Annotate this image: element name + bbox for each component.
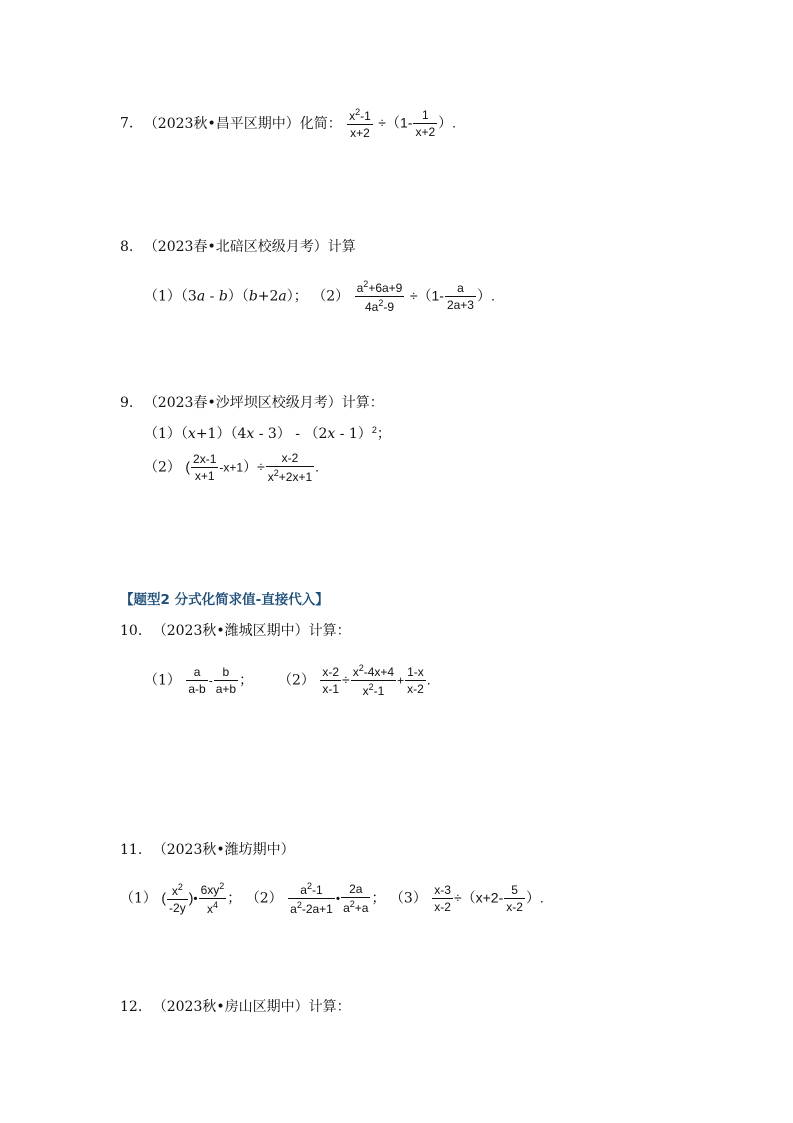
question-source: （2023春•北碚区校级月考）计算 <box>143 239 356 255</box>
fraction: $\frac{x^2-4x+4}{x^2-1}$ <box>352 663 395 698</box>
part-label: （2） <box>144 459 181 476</box>
fraction: $\frac{6xy^2}{x^4}$ <box>200 881 225 916</box>
fraction: $\frac{x-3}{x-2}$ <box>434 883 451 914</box>
part-label: （1） <box>144 426 181 442</box>
part-label: （2） <box>312 288 350 305</box>
question-10 <box>120 624 351 638</box>
question-9 <box>120 396 384 410</box>
question-number: 11. <box>120 842 143 858</box>
fraction: $\frac{a^2-1}{a^2-2a+1}$ <box>290 881 333 916</box>
question-11 <box>120 843 295 857</box>
part-label: （3） <box>389 890 427 907</box>
question-source: （2023秋•房山区期中）计算： <box>152 999 351 1015</box>
question-source: （2023秋•潍城区期中）计算： <box>152 623 351 639</box>
question-number: 9. <box>120 395 134 411</box>
question-11-parts: （1） ( $\frac{x^2}{-2y}$ )• $\frac{6xy^2}{x^4}$ ； （2） $\frac{a^2-1}{a^2-2a+1}$ • $\frac{2a}{a^2+a}$ ； （3） $\frac{x-3}{x-2}$ ÷（x+2- $\frac{5}{x-2}$ ）. <box>120 881 544 916</box>
question-number: 10. <box>120 623 143 639</box>
fraction: $\frac{1-x}{x-2}$ <box>407 665 424 696</box>
question-10-parts: （1） $\frac{a}{a-b}$ - $\frac{b}{a+b}$ ； （2） $\frac{x-2}{x-1}$ ÷ $\frac{x^2-4x+4}{x^2-1}$ + $\frac{1-x}{x-2}$ . <box>144 663 431 698</box>
question-number: 12. <box>120 999 143 1015</box>
fraction: $\frac{x-2}{x^2+2x+1}$ <box>267 451 313 484</box>
fraction: $\frac{a^2+6a+9}{4a^2-9}$ <box>356 279 403 314</box>
question-12 <box>120 1000 351 1014</box>
fraction: $\frac{x^2-1}{x+2}$ <box>349 107 371 140</box>
fraction: $\frac{x-2}{x-1}$ <box>322 665 340 696</box>
section-heading: 【题型2 分式化简求值-直接代入】 <box>120 592 329 608</box>
question-source: （2023春•沙坪坝区校级月考）计算： <box>143 395 384 411</box>
question-9-part-1: （1）（x+1）（4x - 3） - （2x - 1）$^2$； <box>144 425 391 442</box>
question-7: 7. （2023秋•昌平区期中）化简： $\frac{x^2-1}{x+2}$ ÷（1- $\frac{1}{x+2}$ ）. <box>120 107 457 140</box>
part-label: （1） <box>144 672 181 689</box>
question-number: 7. <box>120 115 134 132</box>
part-label: （1） <box>120 890 157 907</box>
part-label: （2） <box>277 672 315 689</box>
fraction: $\frac{a}{2a+3}$ <box>446 281 474 312</box>
fraction: $\frac{b}{a+b}$ <box>215 665 237 696</box>
fraction: $\frac{5}{x-2}$ <box>506 883 523 914</box>
fraction: $\frac{x^2}{-2y}$ <box>169 882 186 915</box>
question-number: 8. <box>120 239 134 255</box>
question-9-part-2: （2） ( $\frac{2x-1}{x+1}$ -x+1）÷ $\frac{x-2}{x^2+2x+1}$ . <box>144 451 320 484</box>
fraction: $\frac{2a}{a^2+a}$ <box>343 882 369 915</box>
question-8 <box>120 240 356 254</box>
part-label: （2） <box>245 890 283 907</box>
fraction: $\frac{2x-1}{x+1}$ <box>193 452 217 483</box>
part-label: （1） <box>144 288 181 305</box>
question-source: （2023秋•昌平区期中）化简： <box>143 115 342 132</box>
question-source: （2023秋•潍坊期中） <box>152 842 295 858</box>
fraction: $\frac{a}{a-b}$ <box>188 665 206 696</box>
question-8-parts: （1）（3a - b）（b+2a）； （2） $\frac{a^2+6a+9}{4a^2-9}$ ÷（1- $\frac{a}{2a+3}$ ）. <box>144 279 495 314</box>
fraction: $\frac{1}{x+2}$ <box>415 108 436 139</box>
